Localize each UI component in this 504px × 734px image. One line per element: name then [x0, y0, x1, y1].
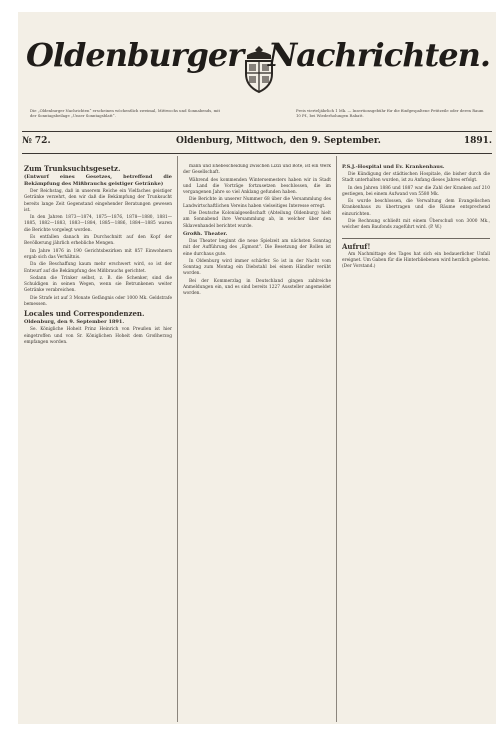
paragraph: Es wurde beschlossen, die Verwaltung dem Evangelischen Krankenhaus zu übertragen und die Räume entsprechend einzurichten. — [342, 199, 490, 217]
paragraph: In den Jahren 1873—1874, 1875—1876, 1878—1880, 1881—1885, 1882—1883, 1883—1884, 1885—1886, 1884—1885 waren die Berichte vorgelegt worden. — [24, 215, 172, 233]
paragraph: Die Berichte in unserer Nummer 68 über die Versammlung des Landwirtschaftlichen Vereins haben vielseitiges Interesse erregt. — [183, 197, 331, 209]
section-dateline: Oldenburg, den 9. September 1891. — [24, 319, 125, 326]
section-heading-locales: Locales und Correspondenzen. — [24, 309, 145, 319]
column-3 — [342, 164, 490, 724]
paragraph: Bei der Kommerzlag in Deutschland gingen zahlreiche Anmeldungen ein, und es sind bereits 1227 Aussteller angemeldet worden. — [183, 278, 331, 297]
masthead-title-right: Nachrichten. — [267, 36, 490, 74]
header-rule-bottom — [22, 153, 492, 154]
masthead-title-left: Oldenburger — [26, 36, 244, 74]
column-2 — [183, 164, 331, 724]
aufruf-text: Am Nachmittage des Tages hat sich ein bedauerlicher Unfall ereignet. Um Gaben für die Hinterbliebenen wird herzlich gebeten. (Der Vorstand.) — [342, 251, 490, 270]
paragraph: Es entfallen danach im Durchschnitt auf den Kopf der Bevölkerung jährlich erhebliche Mengen. — [24, 235, 172, 247]
aufruf-notice — [342, 238, 490, 271]
paragraph: Se. Königliche Hoheit Prinz Heinrich von Preußen ist hier eingetroffen und von Sr. Königlichen Hoheit dem Großherzog empfangen worden. — [24, 327, 172, 345]
column-divider — [177, 156, 178, 722]
paragraph: Im Jahre 1876 in 190 Gerichtsbezirken mit 857 Einwohnern ergab sich das Verhältnis. — [24, 248, 172, 260]
paragraph: In Oldenburg wird immer schärfer. So ist in der Nacht vom Sonntag zum Montag ein Diebstahl bei einem Händler verübt worden. — [183, 258, 331, 277]
issue-date: Oldenburg, Mittwoch, den 9. September. — [176, 136, 381, 146]
article-heading: Zum Trunksuchtsgesetz. — [24, 164, 121, 173]
paragraph: mann und Ehebescheidung zwischen Lizzi und Bote, ist ein Werk der Gesellschaft. — [183, 164, 331, 176]
paragraph: Das Theater beginnt die neue Spielzeit am nächsten Sonntag mit der Aufführung des „Egmont“. Die Besetzung der Rollen ist eine durchaus gute. — [183, 238, 331, 257]
issue-number: № 72. — [22, 136, 51, 146]
issue-year: 1891. — [463, 136, 492, 146]
paragraph: Da die Beschaffung kaum mehr erschwert wird, so ist der Entwurf auf die Bekämpfung des Mißbrauchs gerichtet. — [24, 262, 172, 274]
masthead — [26, 34, 490, 118]
aufruf-heading: Aufruf! — [342, 241, 371, 251]
paragraph: Die Rechnung schließt mit einem Überschuß von 3000 Mk., welcher dem Baufonds zugeführt wird. (P. W.) — [342, 219, 490, 231]
dateline — [22, 136, 492, 152]
paragraph: In den Jahren 1886 und 1887 war die Zahl der Kranken auf 210 gestiegen, bei einem Aufwand von 5580 Mk. — [342, 185, 490, 197]
paragraph: Sodann die Trinker selbst, z. B. die Schenker, sind die Schuldigen in seinen Wegen, wenn sie Betrunkenen weiter Getränke verabreichen. — [24, 275, 172, 294]
paragraph: Die Deutsche Kolonialgesellschaft (Abteilung Oldenburg) hielt am Sonnabend ihre Versammlung ab, in welcher über den Sklavenhandel berichtet wurde. — [183, 211, 331, 229]
masthead-subtitle-right: Preis vierteljährlich 1 Mk. — Insertionsgebühr für die fünfgespaltene Petitzeile oder deren Raum 10 Pf., bei Wiederholungen Rabatt. — [296, 108, 484, 118]
paragraph: Der Reichstag, daß in unserem Reiche ein Vielfaches geistiger Getränke verzehrt, den wir daß die Bekämpfung der Trunksucht bereits lange Zeit Gegenstand eingehender Beratungen gewesen ist. — [24, 189, 172, 213]
column-divider — [336, 156, 337, 722]
column-1 — [24, 164, 172, 724]
article-heading: P.S.J.-Hospital und Ev. Krankenhaus. — [342, 164, 445, 170]
newspaper-page — [18, 12, 496, 724]
theater-heading: Großh. Theater. — [183, 230, 228, 237]
article-subheading: (Entwurf eines Gesetzes, betreffend die Bekämpfung des Mißbrauchs geistiger Getränke) — [24, 174, 172, 187]
paragraph: Während des kommenden Wintersemesters haben wir in Stadt und Land die Vorträge fortzusetzen beschlossen, die im vergangenen Jahre so viel Anklang gefunden haben. — [183, 177, 331, 196]
masthead-subtitle-left: Die „Oldenburger Nachrichten“ erscheinen wöchentlich zweimal, Mittwochs und Sonnabends, mit der Sonntagsbeilage „Unser Sonntagsblatt“. — [30, 108, 221, 118]
paragraph: Die Strafe ist auf 3 Monate Gefängnis oder 1000 Mk. Geldstrafe bemessen. — [24, 295, 172, 308]
paragraph: Die Kündigung der städtischen Hospitale, die bisher durch die Stadt unterhalten wurden, ist zu Anfang dieses Jahres erfolgt. — [342, 172, 490, 184]
header-rule-top — [22, 131, 492, 132]
